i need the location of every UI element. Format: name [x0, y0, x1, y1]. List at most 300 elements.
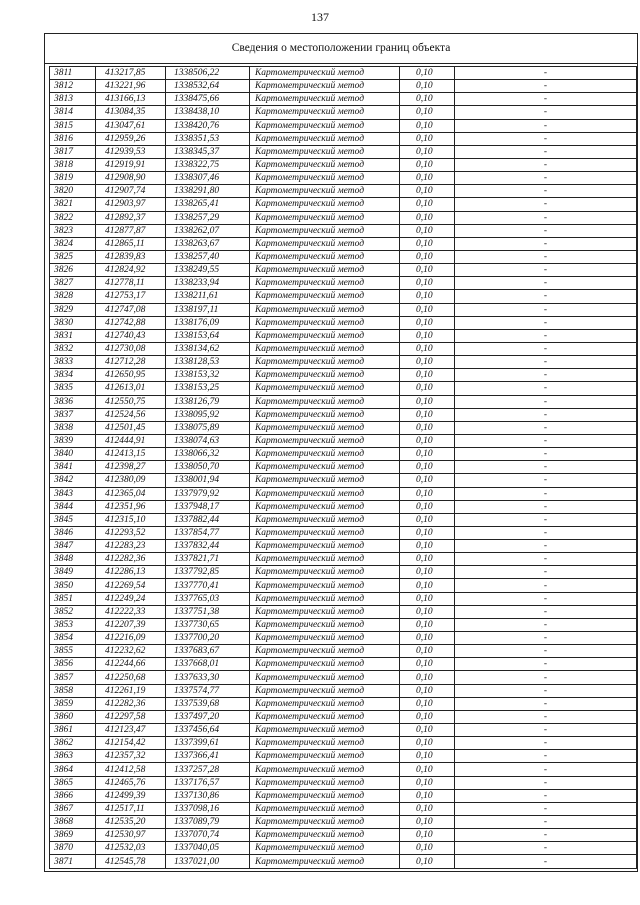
point-number-cell: 3837 [50, 408, 96, 421]
table-row [50, 356, 637, 369]
method-cell: Картометрический метод [250, 816, 400, 829]
table-row [50, 395, 637, 408]
method-cell: Картометрический метод [250, 710, 400, 723]
method-cell: Картометрический метод [250, 434, 400, 447]
method-cell: Картометрический метод [250, 776, 400, 789]
description-cell: - [455, 658, 637, 671]
table-row [50, 119, 637, 132]
point-number-cell: 3828 [50, 290, 96, 303]
point-number-cell: 3816 [50, 132, 96, 145]
precision-cell: 0,10 [400, 434, 455, 447]
table-row [50, 237, 637, 250]
coordinate-y-cell: 1338257,29 [166, 211, 250, 224]
method-cell: Картометрический метод [250, 487, 400, 500]
coordinate-x-cell: 412907,74 [96, 185, 166, 198]
precision-cell: 0,10 [400, 618, 455, 631]
description-cell: - [455, 579, 637, 592]
coordinate-y-cell: 1338197,11 [166, 303, 250, 316]
precision-cell: 0,10 [400, 448, 455, 461]
coordinate-x-cell: 412535,20 [96, 816, 166, 829]
table-row [50, 697, 637, 710]
coordinate-x-cell: 412283,23 [96, 540, 166, 553]
precision-cell: 0,10 [400, 342, 455, 355]
description-cell: - [455, 632, 637, 645]
coordinate-y-cell: 1337040,05 [166, 842, 250, 855]
point-number-cell: 3867 [50, 802, 96, 815]
point-number-cell: 3844 [50, 500, 96, 513]
coordinate-x-cell: 412919,91 [96, 158, 166, 171]
coordinate-x-cell: 412207,39 [96, 618, 166, 631]
coordinate-y-cell: 1337668,01 [166, 658, 250, 671]
description-cell: - [455, 500, 637, 513]
description-cell: - [455, 724, 637, 737]
precision-cell: 0,10 [400, 763, 455, 776]
coordinate-x-cell: 412517,11 [96, 802, 166, 815]
precision-cell: 0,10 [400, 93, 455, 106]
description-cell: - [455, 513, 637, 526]
description-cell: - [455, 855, 637, 868]
description-cell: - [455, 198, 637, 211]
table-row [50, 172, 637, 185]
point-number-cell: 3846 [50, 526, 96, 539]
point-number-cell: 3821 [50, 198, 96, 211]
coordinate-x-cell: 412839,83 [96, 250, 166, 263]
coordinate-y-cell: 1338262,07 [166, 224, 250, 237]
precision-cell: 0,10 [400, 526, 455, 539]
coordinate-y-cell: 1337021,00 [166, 855, 250, 868]
coordinate-y-cell: 1337176,57 [166, 776, 250, 789]
point-number-cell: 3833 [50, 356, 96, 369]
description-cell: - [455, 382, 637, 395]
method-cell: Картометрический метод [250, 632, 400, 645]
coordinate-x-cell: 412315,10 [96, 513, 166, 526]
coordinate-y-cell: 1338345,37 [166, 145, 250, 158]
coordinate-y-cell: 1338126,79 [166, 395, 250, 408]
coordinate-x-cell: 412747,08 [96, 303, 166, 316]
precision-cell: 0,10 [400, 540, 455, 553]
coordinate-y-cell: 1337882,44 [166, 513, 250, 526]
precision-cell: 0,10 [400, 710, 455, 723]
precision-cell: 0,10 [400, 724, 455, 737]
table-row [50, 737, 637, 750]
coordinate-x-cell: 412730,08 [96, 342, 166, 355]
table-row [50, 434, 637, 447]
precision-cell: 0,10 [400, 67, 455, 80]
point-number-cell: 3825 [50, 250, 96, 263]
point-number-cell: 3812 [50, 80, 96, 93]
precision-cell: 0,10 [400, 145, 455, 158]
method-cell: Картометрический метод [250, 211, 400, 224]
table-row [50, 842, 637, 855]
method-cell: Картометрический метод [250, 789, 400, 802]
table-row [50, 67, 637, 80]
point-number-cell: 3818 [50, 158, 96, 171]
table-row [50, 132, 637, 145]
coordinate-y-cell: 1338134,62 [166, 342, 250, 355]
method-cell: Картометрический метод [250, 724, 400, 737]
description-cell: - [455, 106, 637, 119]
method-cell: Картометрический метод [250, 106, 400, 119]
precision-cell: 0,10 [400, 487, 455, 500]
method-cell: Картометрический метод [250, 356, 400, 369]
coordinate-x-cell: 412216,09 [96, 632, 166, 645]
method-cell: Картометрический метод [250, 829, 400, 842]
table-row [50, 198, 637, 211]
point-number-cell: 3843 [50, 487, 96, 500]
coordinate-x-cell: 412293,52 [96, 526, 166, 539]
method-cell: Картометрический метод [250, 645, 400, 658]
method-cell: Картометрический метод [250, 553, 400, 566]
coordinate-y-cell: 1338074,63 [166, 434, 250, 447]
precision-cell: 0,10 [400, 632, 455, 645]
coordinate-y-cell: 1337539,68 [166, 697, 250, 710]
coordinate-x-cell: 412892,37 [96, 211, 166, 224]
precision-cell: 0,10 [400, 789, 455, 802]
coordinate-x-cell: 412499,39 [96, 789, 166, 802]
description-cell: - [455, 605, 637, 618]
table-row [50, 382, 637, 395]
method-cell: Картометрический метод [250, 369, 400, 382]
method-cell: Картометрический метод [250, 618, 400, 631]
coordinate-y-cell: 1337730,65 [166, 618, 250, 631]
table-row [50, 566, 637, 579]
method-cell: Картометрический метод [250, 158, 400, 171]
description-cell: - [455, 67, 637, 80]
method-cell: Картометрический метод [250, 264, 400, 277]
table-row [50, 158, 637, 171]
precision-cell: 0,10 [400, 579, 455, 592]
precision-cell: 0,10 [400, 697, 455, 710]
coordinate-y-cell: 1337574,77 [166, 684, 250, 697]
method-cell: Картометрический метод [250, 605, 400, 618]
precision-cell: 0,10 [400, 671, 455, 684]
coordinate-y-cell: 1338153,32 [166, 369, 250, 382]
coordinate-y-cell: 1337792,85 [166, 566, 250, 579]
description-cell: - [455, 421, 637, 434]
method-cell: Картометрический метод [250, 67, 400, 80]
description-cell: - [455, 448, 637, 461]
table-row [50, 658, 637, 671]
coordinate-x-cell: 412753,17 [96, 290, 166, 303]
description-cell: - [455, 303, 637, 316]
coordinate-x-cell: 412154,42 [96, 737, 166, 750]
point-number-cell: 3847 [50, 540, 96, 553]
coordinate-x-cell: 412908,90 [96, 172, 166, 185]
method-cell: Картометрический метод [250, 671, 400, 684]
coordinate-x-cell: 412250,68 [96, 671, 166, 684]
method-cell: Картометрический метод [250, 172, 400, 185]
table-row [50, 605, 637, 618]
description-cell: - [455, 710, 637, 723]
point-number-cell: 3856 [50, 658, 96, 671]
precision-cell: 0,10 [400, 158, 455, 171]
precision-cell: 0,10 [400, 553, 455, 566]
coordinate-x-cell: 412939,53 [96, 145, 166, 158]
table-row [50, 211, 637, 224]
point-number-cell: 3817 [50, 145, 96, 158]
method-cell: Картометрический метод [250, 763, 400, 776]
precision-cell: 0,10 [400, 211, 455, 224]
description-cell: - [455, 566, 637, 579]
description-cell: - [455, 172, 637, 185]
description-cell: - [455, 842, 637, 855]
coordinate-y-cell: 1338211,61 [166, 290, 250, 303]
table-row [50, 592, 637, 605]
coordinate-y-cell: 1338265,41 [166, 198, 250, 211]
coordinate-y-cell: 1337948,17 [166, 500, 250, 513]
coordinate-y-cell: 1338351,53 [166, 132, 250, 145]
coordinate-x-cell: 412269,54 [96, 579, 166, 592]
coordinate-x-cell: 412351,96 [96, 500, 166, 513]
description-cell: - [455, 290, 637, 303]
method-cell: Картометрический метод [250, 658, 400, 671]
coordinate-x-cell: 412650,95 [96, 369, 166, 382]
table-row [50, 776, 637, 789]
method-cell: Картометрический метод [250, 421, 400, 434]
coordinate-x-cell: 413166,13 [96, 93, 166, 106]
precision-cell: 0,10 [400, 737, 455, 750]
coordinate-y-cell: 1338322,75 [166, 158, 250, 171]
table-row [50, 513, 637, 526]
point-number-cell: 3811 [50, 67, 96, 80]
table-row [50, 369, 637, 382]
method-cell: Картометрический метод [250, 579, 400, 592]
coordinate-x-cell: 412865,11 [96, 237, 166, 250]
method-cell: Картометрический метод [250, 395, 400, 408]
coordinate-y-cell: 1338233,94 [166, 277, 250, 290]
point-number-cell: 3824 [50, 237, 96, 250]
method-cell: Картометрический метод [250, 250, 400, 263]
coordinate-y-cell: 1337257,28 [166, 763, 250, 776]
point-number-cell: 3859 [50, 697, 96, 710]
point-number-cell: 3863 [50, 750, 96, 763]
coordinate-y-cell: 1338066,32 [166, 448, 250, 461]
precision-cell: 0,10 [400, 684, 455, 697]
method-cell: Картометрический метод [250, 842, 400, 855]
coordinate-x-cell: 412712,28 [96, 356, 166, 369]
table-row [50, 224, 637, 237]
table-row [50, 277, 637, 290]
description-cell: - [455, 250, 637, 263]
precision-cell: 0,10 [400, 408, 455, 421]
description-cell: - [455, 618, 637, 631]
table-row [50, 645, 637, 658]
point-number-cell: 3852 [50, 605, 96, 618]
method-cell: Картометрический метод [250, 461, 400, 474]
description-cell: - [455, 540, 637, 553]
description-cell: - [455, 487, 637, 500]
precision-cell: 0,10 [400, 132, 455, 145]
description-cell: - [455, 211, 637, 224]
point-number-cell: 3870 [50, 842, 96, 855]
table-row [50, 303, 637, 316]
coordinate-y-cell: 1337854,77 [166, 526, 250, 539]
description-cell: - [455, 158, 637, 171]
table-row [50, 250, 637, 263]
method-cell: Картометрический метод [250, 132, 400, 145]
precision-cell: 0,10 [400, 316, 455, 329]
coordinate-y-cell: 1338420,76 [166, 119, 250, 132]
point-number-cell: 3835 [50, 382, 96, 395]
method-cell: Картометрический метод [250, 526, 400, 539]
coordinate-x-cell: 412413,15 [96, 448, 166, 461]
table-row [50, 789, 637, 802]
coordinate-y-cell: 1337399,61 [166, 737, 250, 750]
point-number-cell: 3832 [50, 342, 96, 355]
coordinate-y-cell: 1337366,41 [166, 750, 250, 763]
precision-cell: 0,10 [400, 277, 455, 290]
description-cell: - [455, 645, 637, 658]
coordinate-y-cell: 1337979,92 [166, 487, 250, 500]
description-cell: - [455, 132, 637, 145]
method-cell: Картометрический метод [250, 448, 400, 461]
precision-cell: 0,10 [400, 185, 455, 198]
table-row [50, 316, 637, 329]
coordinate-x-cell: 412123,47 [96, 724, 166, 737]
description-cell: - [455, 237, 637, 250]
coordinate-y-cell: 1338249,55 [166, 264, 250, 277]
point-number-cell: 3834 [50, 369, 96, 382]
point-number-cell: 3868 [50, 816, 96, 829]
coordinate-x-cell: 412550,75 [96, 395, 166, 408]
method-cell: Картометрический метод [250, 513, 400, 526]
coordinate-y-cell: 1337765,03 [166, 592, 250, 605]
method-cell: Картометрический метод [250, 474, 400, 487]
point-number-cell: 3845 [50, 513, 96, 526]
point-number-cell: 3871 [50, 855, 96, 868]
description-cell: - [455, 750, 637, 763]
description-cell: - [455, 264, 637, 277]
method-cell: Картометрический метод [250, 737, 400, 750]
description-cell: - [455, 145, 637, 158]
coordinate-y-cell: 1337070,74 [166, 829, 250, 842]
precision-cell: 0,10 [400, 802, 455, 815]
point-number-cell: 3865 [50, 776, 96, 789]
coordinate-x-cell: 412357,32 [96, 750, 166, 763]
method-cell: Картометрический метод [250, 224, 400, 237]
coordinate-y-cell: 1338263,67 [166, 237, 250, 250]
description-cell: - [455, 119, 637, 132]
coordinate-x-cell: 412286,13 [96, 566, 166, 579]
table-row [50, 106, 637, 119]
precision-cell: 0,10 [400, 369, 455, 382]
point-number-cell: 3857 [50, 671, 96, 684]
precision-cell: 0,10 [400, 500, 455, 513]
description-cell: - [455, 592, 637, 605]
coordinate-y-cell: 1337821,71 [166, 553, 250, 566]
method-cell: Картометрический метод [250, 290, 400, 303]
description-cell: - [455, 737, 637, 750]
document-frame [44, 33, 638, 872]
point-number-cell: 3858 [50, 684, 96, 697]
coordinate-x-cell: 412903,97 [96, 198, 166, 211]
table-row [50, 329, 637, 342]
coordinate-x-cell: 412365,04 [96, 487, 166, 500]
coordinate-y-cell: 1338050,70 [166, 461, 250, 474]
method-cell: Картометрический метод [250, 277, 400, 290]
table-row [50, 750, 637, 763]
table-row [50, 461, 637, 474]
table-row [50, 290, 637, 303]
boundary-coordinates-table [49, 66, 637, 869]
coordinate-x-cell: 412261,19 [96, 684, 166, 697]
description-cell: - [455, 224, 637, 237]
coordinate-y-cell: 1337683,67 [166, 645, 250, 658]
precision-cell: 0,10 [400, 513, 455, 526]
point-number-cell: 3827 [50, 277, 96, 290]
point-number-cell: 3815 [50, 119, 96, 132]
coordinate-y-cell: 1338153,25 [166, 382, 250, 395]
method-cell: Картометрический метод [250, 198, 400, 211]
table-row [50, 264, 637, 277]
description-cell: - [455, 93, 637, 106]
coordinate-y-cell: 1337130,86 [166, 789, 250, 802]
method-cell: Картометрический метод [250, 303, 400, 316]
precision-cell: 0,10 [400, 645, 455, 658]
precision-cell: 0,10 [400, 119, 455, 132]
coordinate-x-cell: 412297,58 [96, 710, 166, 723]
description-cell: - [455, 829, 637, 842]
point-number-cell: 3849 [50, 566, 96, 579]
coordinate-y-cell: 1338438,10 [166, 106, 250, 119]
method-cell: Картометрический метод [250, 80, 400, 93]
point-number-cell: 3814 [50, 106, 96, 119]
method-cell: Картометрический метод [250, 382, 400, 395]
table-row [50, 671, 637, 684]
precision-cell: 0,10 [400, 592, 455, 605]
coordinate-y-cell: 1338532,64 [166, 80, 250, 93]
table-row [50, 474, 637, 487]
precision-cell: 0,10 [400, 356, 455, 369]
precision-cell: 0,10 [400, 198, 455, 211]
method-cell: Картометрический метод [250, 855, 400, 868]
precision-cell: 0,10 [400, 842, 455, 855]
point-number-cell: 3842 [50, 474, 96, 487]
coordinate-y-cell: 1338128,53 [166, 356, 250, 369]
point-number-cell: 3813 [50, 93, 96, 106]
precision-cell: 0,10 [400, 329, 455, 342]
description-cell: - [455, 434, 637, 447]
table-row [50, 763, 637, 776]
description-cell: - [455, 329, 637, 342]
method-cell: Картометрический метод [250, 237, 400, 250]
table-row [50, 855, 637, 868]
precision-cell: 0,10 [400, 566, 455, 579]
precision-cell: 0,10 [400, 382, 455, 395]
table-row [50, 526, 637, 539]
description-cell: - [455, 408, 637, 421]
table-row [50, 80, 637, 93]
precision-cell: 0,10 [400, 106, 455, 119]
precision-cell: 0,10 [400, 80, 455, 93]
table-row [50, 710, 637, 723]
coordinate-x-cell: 412778,11 [96, 277, 166, 290]
point-number-cell: 3854 [50, 632, 96, 645]
table-row [50, 408, 637, 421]
method-cell: Картометрический метод [250, 145, 400, 158]
table-row [50, 618, 637, 631]
description-cell: - [455, 277, 637, 290]
description-cell: - [455, 526, 637, 539]
point-number-cell: 3855 [50, 645, 96, 658]
description-cell: - [455, 474, 637, 487]
coordinate-x-cell: 412444,91 [96, 434, 166, 447]
table-row [50, 632, 637, 645]
precision-cell: 0,10 [400, 421, 455, 434]
table-row [50, 185, 637, 198]
coordinate-x-cell: 412959,26 [96, 132, 166, 145]
coordinate-x-cell: 413221,96 [96, 80, 166, 93]
